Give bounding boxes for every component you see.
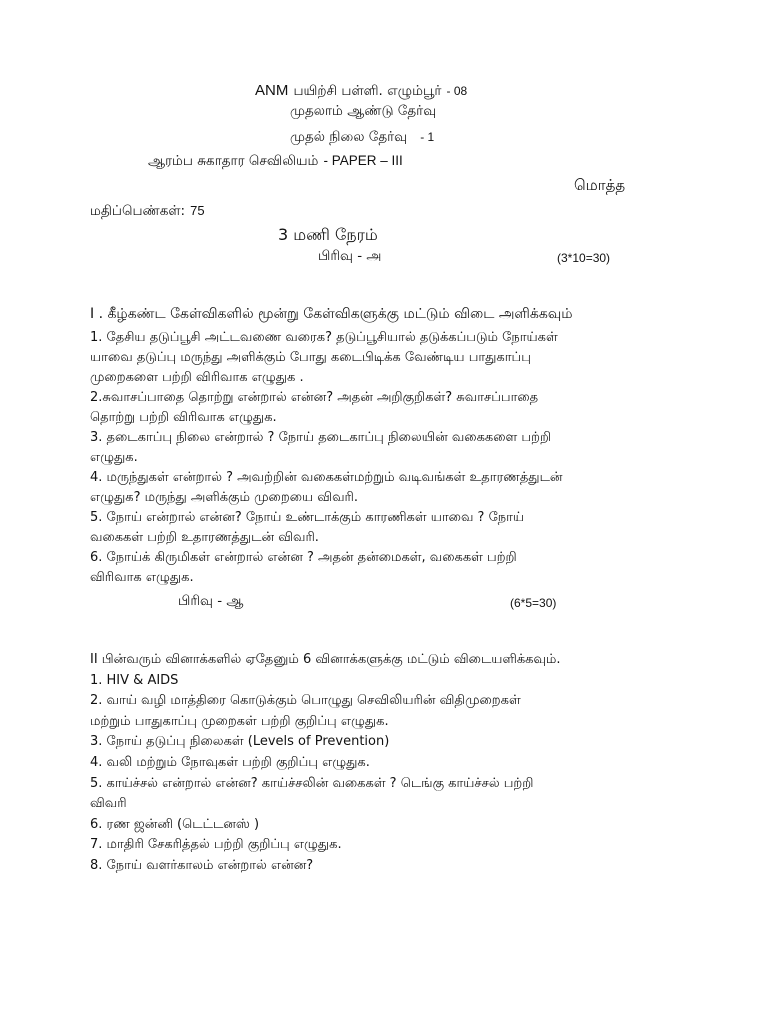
section-a-question-4	[90, 468, 715, 508]
section-b-title: பிரிவு - ஆ	[178, 593, 244, 609]
question-line: எழுதுக.	[90, 450, 138, 465]
question-line: 2.சுவாசப்பாதை தொற்று என்றால் என்ன? அதன் அறிகுறிகள்? சுவாசப்பாதை	[90, 390, 539, 405]
exam-level-title: முதல் நிலை தேர்வு	[290, 129, 408, 145]
subject-line	[148, 150, 403, 171]
section-b-question-6: 6. ரண ஜன்னி (டெட்டனஸ் )	[90, 816, 260, 832]
duration: 3 மணி நேரம்	[278, 225, 378, 244]
question-line: மற்றும் பாதுகாப்பு முறைகள் பற்றி குறிப்பு எழுதுக.	[90, 713, 389, 729]
school-line	[255, 80, 467, 101]
question-body	[90, 303, 715, 877]
section-a-question-1	[90, 328, 715, 388]
question-line: தொற்று பற்றி விரிவாக எழுதுக.	[90, 410, 277, 425]
section-a-question-2	[90, 388, 715, 428]
question-line: வகைகள் பற்றி உதாரணத்துடன் விவரி.	[90, 530, 319, 545]
section-a-title: பிரிவு - அ	[318, 248, 382, 264]
question-line: யாவை தடுப்பு மருந்து அளிக்கும் போது கடைபிடிக்க வேண்டிய பாதுகாப்பு	[90, 350, 531, 365]
section-b	[90, 650, 715, 877]
exam-year-title: முதலாம் ஆண்டு தேர்வு	[290, 103, 437, 119]
question-line: 5. காய்ச்சல் என்றால் என்ன? காய்ச்சலின் வகைகள் ? டெங்கு காய்ச்சல் பற்றி	[90, 775, 534, 791]
exam-level-number: - 1	[420, 130, 435, 144]
question-line: விரிவாக எழுதுக.	[90, 570, 194, 585]
section-b-question-1: 1. HIV & AIDS	[90, 672, 179, 688]
question-line: முறைகளை பற்றி விரிவாக எழுதுக .	[90, 370, 304, 385]
question-line: 6. நோய்க் கிருமிகள் என்றால் என்ன ? அதன் தன்மைகள், வகைகள் பற்றி	[90, 550, 517, 565]
section-b-question-4: 4. வலி மற்றும் நோவுகள் பற்றி குறிப்பு எழுதுக.	[90, 754, 370, 770]
section-b-question-8: 8. நோய் வளர்காலம் என்றால் என்ன?	[90, 857, 314, 873]
question-line: விவரி	[90, 796, 127, 812]
section-a-question-6	[90, 548, 715, 588]
section-a-question-5	[90, 508, 715, 548]
section-b-instruction: II பின்வரும் வினாக்களில் ஏதேனும் 6 வினாக்களுக்கு மட்டும் விடையளிக்கவும்.	[90, 652, 561, 667]
section-b-question-2	[90, 691, 715, 732]
section-b-marks: (6*5=30)	[510, 596, 557, 610]
section-b-question-7: 7. மாதிரி சேகரித்தல் பற்றி குறிப்பு எழுதுக.	[90, 837, 342, 853]
question-line: 3. தடைகாப்பு நிலை என்றால் ? நோய் தடைகாப்பு நிலையின் வகைகளை பற்றி	[90, 430, 552, 445]
exam-level-line	[290, 126, 434, 147]
question-line: 1. தேசிய தடுப்பூசி அட்டவணை வரைக? தடுப்பூசியால் தடுக்கப்படும் நோய்கள்	[90, 330, 558, 345]
question-line: 4. மருந்துகள் என்றால் ? அவற்றின் வகைகள்மற்றும் வடிவங்கள் உதாரணத்துடன்	[90, 470, 563, 485]
school-name: பயிற்சி பள்ளி. எழும்பூர்	[293, 83, 442, 99]
question-line: எழுதுக? மருந்து அளிக்கும் முறையை விவரி.	[90, 490, 358, 505]
question-line: 5. நோய் என்றால் என்ன? நோய் உண்டாக்கும் காரணிகள் யாவை ? நோய்	[90, 510, 525, 525]
total-label: மொத்த	[574, 176, 626, 194]
marks-value: 75	[190, 203, 205, 218]
section-b-question-5	[90, 774, 715, 815]
school-code: - 08	[446, 84, 468, 98]
marks-label: மதிப்பெண்கள்:	[90, 203, 186, 219]
section-a-instruction: I . கீழ்கண்ட கேள்விகளில் மூன்று கேள்விகளுக்கு மட்டும் விடை அளிக்கவும்	[90, 306, 573, 322]
question-line: 2. வாய் வழி மாத்திரை கொடுக்கும் பொழுது செவிலியரின் விதிமுறைகள்	[90, 693, 521, 709]
section-a-question-3	[90, 428, 715, 468]
subject-paper: - PAPER – III	[323, 153, 403, 168]
section-b-question-3: 3. நோய் தடுப்பு நிலைகள் (Levels of Prevention)	[90, 734, 390, 750]
section-b-header	[90, 593, 715, 613]
subject-name: ஆரம்ப சுகாதார செவிலியம்	[148, 153, 319, 169]
section-a-marks: (3*10=30)	[557, 251, 611, 265]
marks-line	[90, 200, 205, 221]
school-prefix: ANM	[255, 82, 289, 99]
